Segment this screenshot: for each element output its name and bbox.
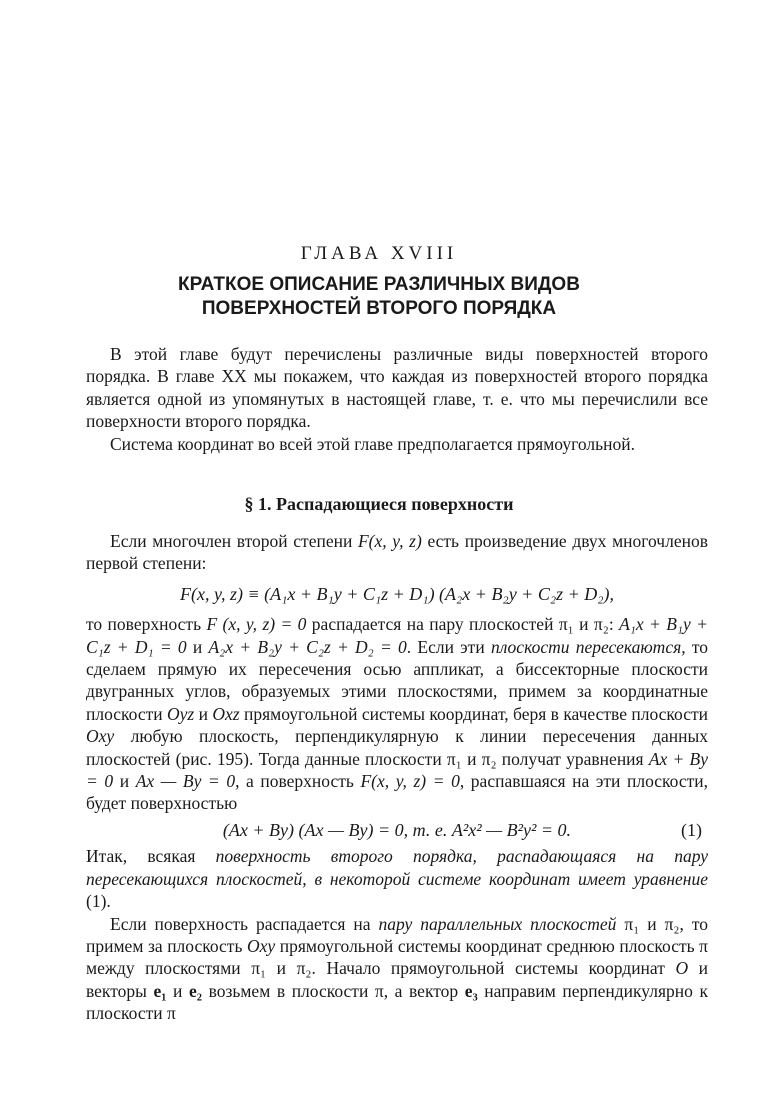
formula-product: F(x, y, z) ≡ (A₁x + B₁y + C₁z + D₁) (A₂x + B₂y + C₂z + D₂),	[180, 583, 614, 604]
p4-oxy: Oxy	[247, 935, 276, 956]
p4-h: направим перпендикулярно к плоскости π	[86, 980, 708, 1024]
p2-g: . Если эти	[406, 636, 491, 657]
p2-r: , распавшаяся на эти плоскости, будет поверхностью	[86, 771, 709, 814]
p2-d: A₁x + B₁y + C₁z + D₁ = 0	[86, 614, 708, 657]
p2-oyz: Oyz	[167, 703, 195, 724]
p1-end: есть произведение двух многочленов первой степени:	[86, 531, 708, 574]
paragraph-4	[86, 913, 708, 1025]
p2-e: и	[186, 636, 209, 657]
p2-n: и	[113, 771, 136, 792]
p2-h: плоскости пересекаются,	[490, 636, 686, 657]
paragraph-3	[86, 845, 708, 912]
paragraph-1	[86, 530, 708, 575]
section-body	[86, 530, 708, 1025]
p4-e3: e₃	[464, 980, 478, 1001]
section-title: § 1. Распадающиеся поверхности	[244, 494, 514, 514]
chapter-label: ГЛАВА XVIII	[300, 243, 458, 264]
p2-j: и	[194, 703, 213, 724]
p2-o: Ax — By = 0	[135, 771, 236, 792]
p3-c: (1).	[86, 891, 111, 912]
p2-oxy: Oxy	[86, 726, 115, 747]
p2-oxz: Oxz	[212, 703, 240, 724]
p2-m: Ax + By = 0	[86, 748, 708, 792]
chapter-title	[0, 273, 758, 321]
p4-a: Если поверхность распадается на	[110, 913, 379, 934]
p2-p: , а поверхность	[235, 771, 361, 792]
intro-text	[86, 343, 708, 455]
p4-b: пару параллельных плоскостей	[378, 913, 617, 934]
p4-e: и векторы	[86, 958, 708, 1001]
intro-paragraph-2: Система координат во всей этой главе предполагается прямоугольной.	[110, 433, 635, 454]
p2-l: любую плоскость, перпендикулярную к линии пересечения данных плоскостей (рис. 195). Тогда данные плоскости π₁ и π₂ получат уравнения	[86, 726, 708, 769]
p4-o: O	[675, 958, 689, 979]
formula-1-body: (Ax + By) (Ax — By) = 0, т. е. A²x² — B²y² = 0.	[222, 819, 572, 840]
p2-a: то поверхность	[86, 614, 207, 635]
p2-q: F(x, y, z) = 0	[360, 771, 460, 792]
p1-start: Если многочлен второй степени	[110, 531, 358, 551]
p4-e2: e₂	[188, 980, 202, 1001]
p4-e1: e₁	[153, 980, 167, 1001]
p1-fxyz: F(x, y, z)	[357, 531, 422, 551]
p4-c: π₁ и π₂, то примем за плоскость	[86, 913, 709, 956]
p2-c: распадается на пару плоскостей π₁ и π₂:	[306, 614, 620, 635]
p3-b: поверхность второго порядка, распадающаяся на пару пересекающихся плоскостей, в некоторой системе координат имеет уравнение	[86, 846, 708, 889]
p3-a: Итак, всякая	[86, 846, 216, 867]
paragraph-2	[86, 613, 708, 815]
chapter-title-line2: ПОВЕРХНОСТЕЙ ВТОРОГО ПОРЯДКА	[201, 298, 557, 319]
chapter-title-line1: КРАТКОЕ ОПИСАНИЕ РАЗЛИЧНЫХ ВИДОВ	[178, 274, 580, 295]
p4-g: возьмем в плоскости π, а вектор	[202, 980, 465, 1001]
intro-paragraph-1: В этой главе будут перечислены различные виды поверхностей второго порядка. В главе XX мы покажем, что каждая из поверхностей второго порядка является одной из упомянутых в настоящей главе, т. е. что мы перечислили все поверхности второго порядка.	[86, 344, 708, 432]
p4-f: и	[166, 980, 189, 1001]
p2-k: прямоугольной системы координат, беря в качестве плоскости	[239, 703, 708, 724]
p2-b: F (x, y, z) = 0	[206, 614, 307, 635]
p2-i: то сделаем прямую их пересечения осью аппликат, а биссекторные плоскости двугранных углов, образуемых этими плоскостями, примем за координатные плоскости	[86, 636, 709, 724]
p4-d: прямоугольной системы координат среднюю плоскость π между плоскостями π₁ и π₂. Начало прямоугольной системы координат	[86, 935, 708, 979]
formula-1-number: (1)	[681, 819, 702, 840]
formula-1	[86, 819, 708, 841]
p2-f: A₂x + B₂y + C₂z + D₂ = 0	[208, 636, 407, 657]
